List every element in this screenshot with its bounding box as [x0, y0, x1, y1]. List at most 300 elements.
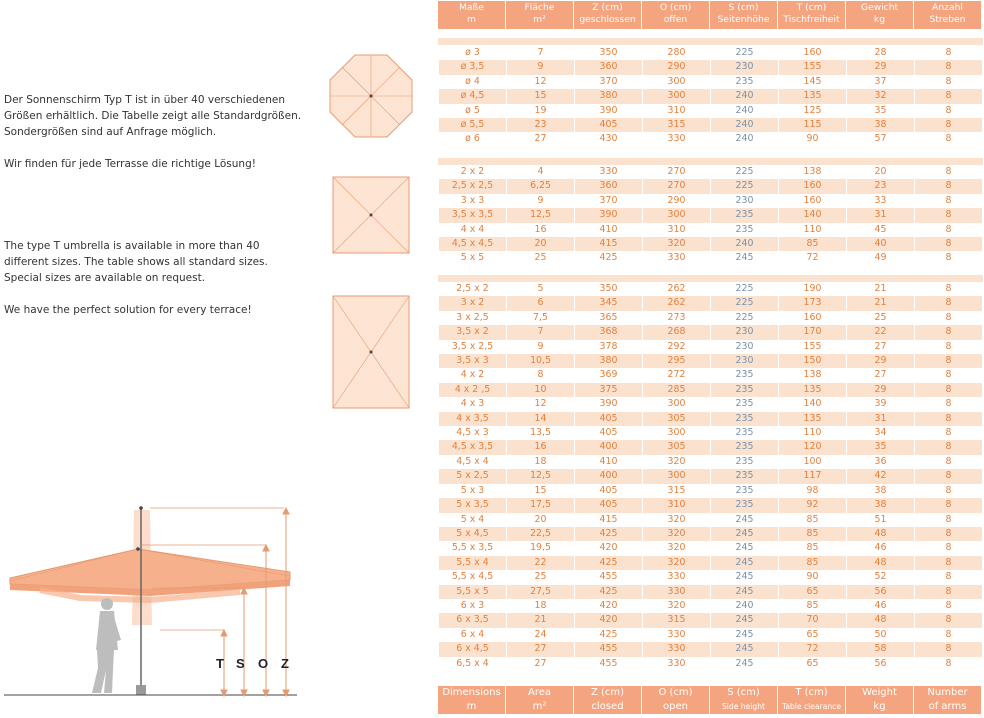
table-cell: 5,5 x 4,5: [439, 570, 506, 584]
table-cell: 21: [847, 282, 914, 296]
table-cell: 290: [643, 194, 710, 208]
table-cell: 117: [779, 469, 846, 483]
table-cell: ø 3,5: [439, 60, 506, 74]
table-cell: 410: [575, 223, 642, 237]
table-cell: 268: [643, 325, 710, 339]
table-cell: 100: [779, 455, 846, 469]
table-cell: 3 x 2,5: [439, 311, 506, 325]
table-cell: 138: [779, 368, 846, 382]
table-cell: 300: [643, 208, 710, 222]
table-cell: 320: [643, 513, 710, 527]
table-row: [439, 440, 982, 454]
table-cell: 330: [643, 585, 710, 599]
table-cell: 20: [847, 165, 914, 179]
table-cell: 27: [847, 340, 914, 354]
table-cell: 360: [575, 60, 642, 74]
table-cell: 240: [711, 599, 778, 613]
header-cell: Number of arms: [914, 686, 981, 714]
table-row: [439, 60, 982, 74]
table-cell: 23: [847, 179, 914, 193]
table-cell: 245: [711, 628, 778, 642]
table-cell: 4 x 3: [439, 397, 506, 411]
table-cell: 370: [575, 194, 642, 208]
table-cell: 415: [575, 237, 642, 251]
table-cell: 8: [915, 440, 982, 454]
table-cell: 235: [711, 498, 778, 512]
table-cell: 235: [711, 469, 778, 483]
table-cell: 135: [779, 412, 846, 426]
table-cell: ø 5,5: [439, 118, 506, 132]
table-cell: 3,5 x 3,5: [439, 208, 506, 222]
table-cell: 85: [779, 541, 846, 555]
table-cell: 4 x 2 ,5: [439, 383, 506, 397]
table-row: [439, 179, 982, 193]
table-cell: 7: [507, 325, 574, 339]
table-row: [439, 657, 982, 671]
table-cell: 8: [915, 570, 982, 584]
table-cell: 31: [847, 208, 914, 222]
table-cell: 8: [915, 383, 982, 397]
table-cell: 390: [575, 104, 642, 118]
table-cell: 48: [847, 613, 914, 627]
header-cell: Weight kg: [846, 686, 913, 714]
table-cell: 70: [779, 613, 846, 627]
table-cell: 235: [711, 412, 778, 426]
table-cell: 138: [779, 165, 846, 179]
table-cell: 27,5: [507, 585, 574, 599]
table-cell: 230: [711, 340, 778, 354]
table-cell: 235: [711, 440, 778, 454]
table-cell: 5,5 x 4: [439, 556, 506, 570]
table-cell: 50: [847, 628, 914, 642]
table-cell: 370: [575, 75, 642, 89]
table-cell: 58: [847, 642, 914, 656]
table-cell: 9: [507, 60, 574, 74]
table-row: [439, 368, 982, 382]
table-cell: 230: [711, 194, 778, 208]
table-cell: 8: [915, 165, 982, 179]
table-header-english: [438, 686, 981, 714]
table-cell: 5: [507, 282, 574, 296]
table-cell: 135: [779, 383, 846, 397]
table-cell: 270: [643, 179, 710, 193]
table-cell: 27: [507, 642, 574, 656]
table-cell: 245: [711, 527, 778, 541]
table-cell: 160: [779, 46, 846, 60]
table-row: [439, 46, 982, 60]
table-cell: 110: [779, 223, 846, 237]
table-cell: 170: [779, 325, 846, 339]
table-cell: 51: [847, 513, 914, 527]
table-cell: 330: [643, 657, 710, 671]
intro-german: [4, 92, 304, 188]
table-cell: 310: [643, 498, 710, 512]
table-cell: 8: [915, 455, 982, 469]
table-cell: 240: [711, 89, 778, 103]
table-cell: 4 x 2: [439, 368, 506, 382]
table-cell: 8: [915, 75, 982, 89]
table-cell: 5 x 4,5: [439, 527, 506, 541]
table-cell: 155: [779, 60, 846, 74]
table-cell: 8: [915, 426, 982, 440]
table-cell: 240: [711, 118, 778, 132]
table-cell: 10,5: [507, 354, 574, 368]
table-row: [439, 397, 982, 411]
table-row: [439, 527, 982, 541]
table-cell: 140: [779, 208, 846, 222]
table-cell: 85: [779, 527, 846, 541]
table-cell: 425: [575, 628, 642, 642]
table-cell: 405: [575, 118, 642, 132]
table-cell: 140: [779, 397, 846, 411]
table-cell: 3,5 x 2,5: [439, 340, 506, 354]
table-cell: 31: [847, 412, 914, 426]
table-row: [439, 104, 982, 118]
table-cell: 350: [575, 282, 642, 296]
table-cell: 5 x 3,5: [439, 498, 506, 512]
table-cell: 455: [575, 657, 642, 671]
table-cell: 19: [507, 104, 574, 118]
table-cell: 6 x 3,5: [439, 613, 506, 627]
table-cell: 8: [915, 368, 982, 382]
table-cell: 25: [507, 251, 574, 265]
intro-german-paragraph-2: Wir finden für jede Terrasse die richtige Lösung!: [4, 158, 256, 170]
table-cell: 330: [643, 570, 710, 584]
table-cell: 65: [779, 657, 846, 671]
table-cell: 235: [711, 426, 778, 440]
table-cell: 29: [847, 383, 914, 397]
rectangular-sizes-table: [438, 282, 983, 671]
table-cell: 245: [711, 642, 778, 656]
table-cell: 240: [711, 237, 778, 251]
table-cell: 160: [779, 179, 846, 193]
table-cell: 33: [847, 194, 914, 208]
table-cell: 245: [711, 541, 778, 555]
table-cell: 85: [779, 556, 846, 570]
header-cell: T (cm) Table clearance: [778, 686, 845, 714]
square-canopy-diagram: [332, 176, 410, 254]
table-cell: 16: [507, 440, 574, 454]
table-cell: 46: [847, 599, 914, 613]
table-row: [439, 585, 982, 599]
table-cell: 24: [507, 628, 574, 642]
table-row: [439, 165, 982, 179]
table-cell: 425: [575, 556, 642, 570]
table-cell: 34: [847, 426, 914, 440]
table-cell: 48: [847, 556, 914, 570]
table-cell: 14: [507, 412, 574, 426]
table-cell: 8: [915, 585, 982, 599]
table-cell: 400: [575, 469, 642, 483]
table-cell: 9: [507, 340, 574, 354]
table-cell: 8: [915, 311, 982, 325]
section-separator: [438, 158, 983, 165]
table-cell: 56: [847, 657, 914, 671]
table-cell: 173: [779, 296, 846, 310]
table-cell: 8: [915, 657, 982, 671]
round-canopy-diagram: [328, 53, 414, 139]
square-sizes-table: [438, 165, 983, 266]
table-cell: 29: [847, 60, 914, 74]
table-cell: 6,5 x 4: [439, 657, 506, 671]
header-cell: O (cm) open: [642, 686, 709, 714]
table-cell: 8: [915, 527, 982, 541]
table-row: [439, 613, 982, 627]
table-cell: 245: [711, 613, 778, 627]
table-cell: 36: [847, 455, 914, 469]
table-cell: 240: [711, 104, 778, 118]
table-cell: 7,5: [507, 311, 574, 325]
header-cell: Maße m: [438, 1, 505, 29]
table-cell: 3 x 2: [439, 296, 506, 310]
table-cell: 38: [847, 498, 914, 512]
table-cell: 8: [915, 484, 982, 498]
table-cell: 4,5 x 4,5: [439, 237, 506, 251]
table-cell: 8: [915, 642, 982, 656]
table-cell: 8: [507, 368, 574, 382]
table-row: [439, 75, 982, 89]
table-cell: 8: [915, 179, 982, 193]
header-cell: Z (cm) closed: [574, 686, 641, 714]
table-cell: 320: [643, 237, 710, 251]
table-cell: 8: [915, 251, 982, 265]
table-cell: 2,5 x 2: [439, 282, 506, 296]
table-row: [439, 118, 982, 132]
table-cell: 15: [507, 484, 574, 498]
table-cell: 4 x 4: [439, 223, 506, 237]
table-cell: 6 x 4: [439, 628, 506, 642]
table-cell: 272: [643, 368, 710, 382]
table-cell: 4: [507, 165, 574, 179]
table-cell: 8: [915, 628, 982, 642]
table-cell: 13,5: [507, 426, 574, 440]
table-cell: 400: [575, 440, 642, 454]
header-cell: T (cm) Tischfreiheit: [778, 1, 845, 29]
table-cell: 405: [575, 498, 642, 512]
table-cell: 4,5 x 3,5: [439, 440, 506, 454]
table-cell: 8: [915, 325, 982, 339]
dimension-letter-s: S: [236, 656, 245, 671]
table-cell: 230: [711, 325, 778, 339]
table-cell: ø 4: [439, 75, 506, 89]
table-cell: 135: [779, 89, 846, 103]
table-cell: 160: [779, 311, 846, 325]
table-cell: 46: [847, 541, 914, 555]
table-cell: 240: [711, 132, 778, 146]
table-cell: ø 4,5: [439, 89, 506, 103]
table-cell: 390: [575, 208, 642, 222]
table-cell: 425: [575, 585, 642, 599]
table-cell: 65: [779, 585, 846, 599]
table-cell: 405: [575, 412, 642, 426]
table-cell: 7: [507, 46, 574, 60]
table-row: [439, 89, 982, 103]
table-cell: 225: [711, 296, 778, 310]
table-row: [439, 412, 982, 426]
table-cell: 5,5 x 5: [439, 585, 506, 599]
table-cell: 320: [643, 599, 710, 613]
table-cell: ø 5: [439, 104, 506, 118]
table-row: [439, 469, 982, 483]
table-cell: 4 x 3,5: [439, 412, 506, 426]
table-cell: 23: [507, 118, 574, 132]
table-cell: 150: [779, 354, 846, 368]
umbrella-side-view-diagram: [0, 500, 300, 700]
table-cell: 2 x 2: [439, 165, 506, 179]
table-cell: 85: [779, 237, 846, 251]
table-cell: 12,5: [507, 208, 574, 222]
dimension-letter-z: Z: [281, 656, 289, 671]
table-cell: 22,5: [507, 527, 574, 541]
table-cell: 40: [847, 237, 914, 251]
table-cell: 235: [711, 223, 778, 237]
table-cell: 37: [847, 75, 914, 89]
table-cell: 90: [779, 132, 846, 146]
table-cell: 365: [575, 311, 642, 325]
table-cell: 120: [779, 440, 846, 454]
table-cell: 5 x 2,5: [439, 469, 506, 483]
dimension-letter-o: O: [258, 656, 269, 671]
table-cell: 245: [711, 251, 778, 265]
table-cell: 32: [847, 89, 914, 103]
table-cell: 12: [507, 75, 574, 89]
table-cell: 330: [643, 251, 710, 265]
table-row: [439, 599, 982, 613]
table-cell: 8: [915, 89, 982, 103]
table-cell: 12: [507, 397, 574, 411]
table-cell: 9: [507, 194, 574, 208]
table-cell: 27: [507, 657, 574, 671]
table-row: [439, 498, 982, 512]
table-cell: 8: [915, 498, 982, 512]
table-row: [439, 311, 982, 325]
table-cell: 5 x 3: [439, 484, 506, 498]
table-cell: 21: [847, 296, 914, 310]
table-cell: 56: [847, 585, 914, 599]
table-row: [439, 383, 982, 397]
header-cell: Dimensions m: [438, 686, 505, 714]
table-cell: 25: [507, 570, 574, 584]
table-cell: 52: [847, 570, 914, 584]
table-cell: 8: [915, 469, 982, 483]
section-separator: [438, 38, 983, 45]
table-cell: 12,5: [507, 469, 574, 483]
table-cell: 22: [507, 556, 574, 570]
table-cell: 245: [711, 585, 778, 599]
rectangular-canopy-diagram: [332, 295, 410, 409]
table-row: [439, 251, 982, 265]
header-cell: O (cm) offen: [642, 1, 709, 29]
table-cell: 455: [575, 642, 642, 656]
table-row: [439, 132, 982, 146]
table-cell: 15: [507, 89, 574, 103]
table-cell: 20: [507, 237, 574, 251]
table-cell: 3 x 3: [439, 194, 506, 208]
table-cell: 4,5 x 3: [439, 426, 506, 440]
table-row: [439, 340, 982, 354]
dimension-letter-t: T: [216, 656, 224, 671]
table-cell: 8: [915, 194, 982, 208]
table-cell: 5,5 x 3,5: [439, 541, 506, 555]
table-cell: 310: [643, 223, 710, 237]
table-cell: 6: [507, 296, 574, 310]
table-cell: 35: [847, 440, 914, 454]
table-cell: 292: [643, 340, 710, 354]
table-cell: 6 x 4,5: [439, 642, 506, 656]
table-cell: 29: [847, 354, 914, 368]
table-cell: 6,25: [507, 179, 574, 193]
table-cell: 368: [575, 325, 642, 339]
table-cell: 72: [779, 251, 846, 265]
table-row: [439, 208, 982, 222]
intro-english: [4, 238, 304, 334]
table-cell: 330: [643, 642, 710, 656]
table-cell: 235: [711, 484, 778, 498]
table-cell: 245: [711, 513, 778, 527]
table-cell: 315: [643, 118, 710, 132]
table-cell: 420: [575, 613, 642, 627]
table-cell: 57: [847, 132, 914, 146]
table-cell: 8: [915, 613, 982, 627]
table-row: [439, 426, 982, 440]
table-cell: 6 x 3: [439, 599, 506, 613]
table-cell: 18: [507, 599, 574, 613]
table-cell: 300: [643, 469, 710, 483]
table-cell: 305: [643, 412, 710, 426]
header-cell: Anzahl Streben: [914, 1, 981, 29]
table-header-german: [438, 1, 981, 29]
table-cell: 405: [575, 426, 642, 440]
table-cell: 369: [575, 368, 642, 382]
table-cell: 8: [915, 132, 982, 146]
table-row: [439, 237, 982, 251]
table-cell: 320: [643, 556, 710, 570]
table-cell: 49: [847, 251, 914, 265]
table-cell: 380: [575, 89, 642, 103]
table-cell: 8: [915, 282, 982, 296]
table-cell: 48: [847, 527, 914, 541]
table-cell: 300: [643, 89, 710, 103]
table-cell: 235: [711, 368, 778, 382]
table-cell: 300: [643, 75, 710, 89]
table-cell: 25: [847, 311, 914, 325]
table-cell: 8: [915, 60, 982, 74]
table-cell: 245: [711, 570, 778, 584]
table-cell: 280: [643, 46, 710, 60]
table-row: [439, 628, 982, 642]
table-row: [439, 541, 982, 555]
table-cell: 125: [779, 104, 846, 118]
table-cell: 72: [779, 642, 846, 656]
intro-english-paragraph-2: We have the perfect solution for every terrace!: [4, 304, 252, 316]
table-cell: 8: [915, 397, 982, 411]
table-cell: 410: [575, 455, 642, 469]
table-cell: 360: [575, 179, 642, 193]
table-cell: 225: [711, 165, 778, 179]
table-row: [439, 513, 982, 527]
table-row: [439, 325, 982, 339]
table-cell: 225: [711, 311, 778, 325]
header-cell: Fläche m²: [506, 1, 573, 29]
table-cell: 425: [575, 527, 642, 541]
table-cell: 235: [711, 455, 778, 469]
table-cell: 285: [643, 383, 710, 397]
table-row: [439, 570, 982, 584]
table-cell: 405: [575, 484, 642, 498]
table-cell: 420: [575, 541, 642, 555]
intro-german-paragraph-1: Der Sonnenschirm Typ T ist in über 40 verschiedenen Größen erhältlich. Die Tabelle zeigt alle Standardgrößen. Sondergrößen sind auf Anfrage möglich.: [4, 94, 302, 138]
table-cell: 225: [711, 46, 778, 60]
